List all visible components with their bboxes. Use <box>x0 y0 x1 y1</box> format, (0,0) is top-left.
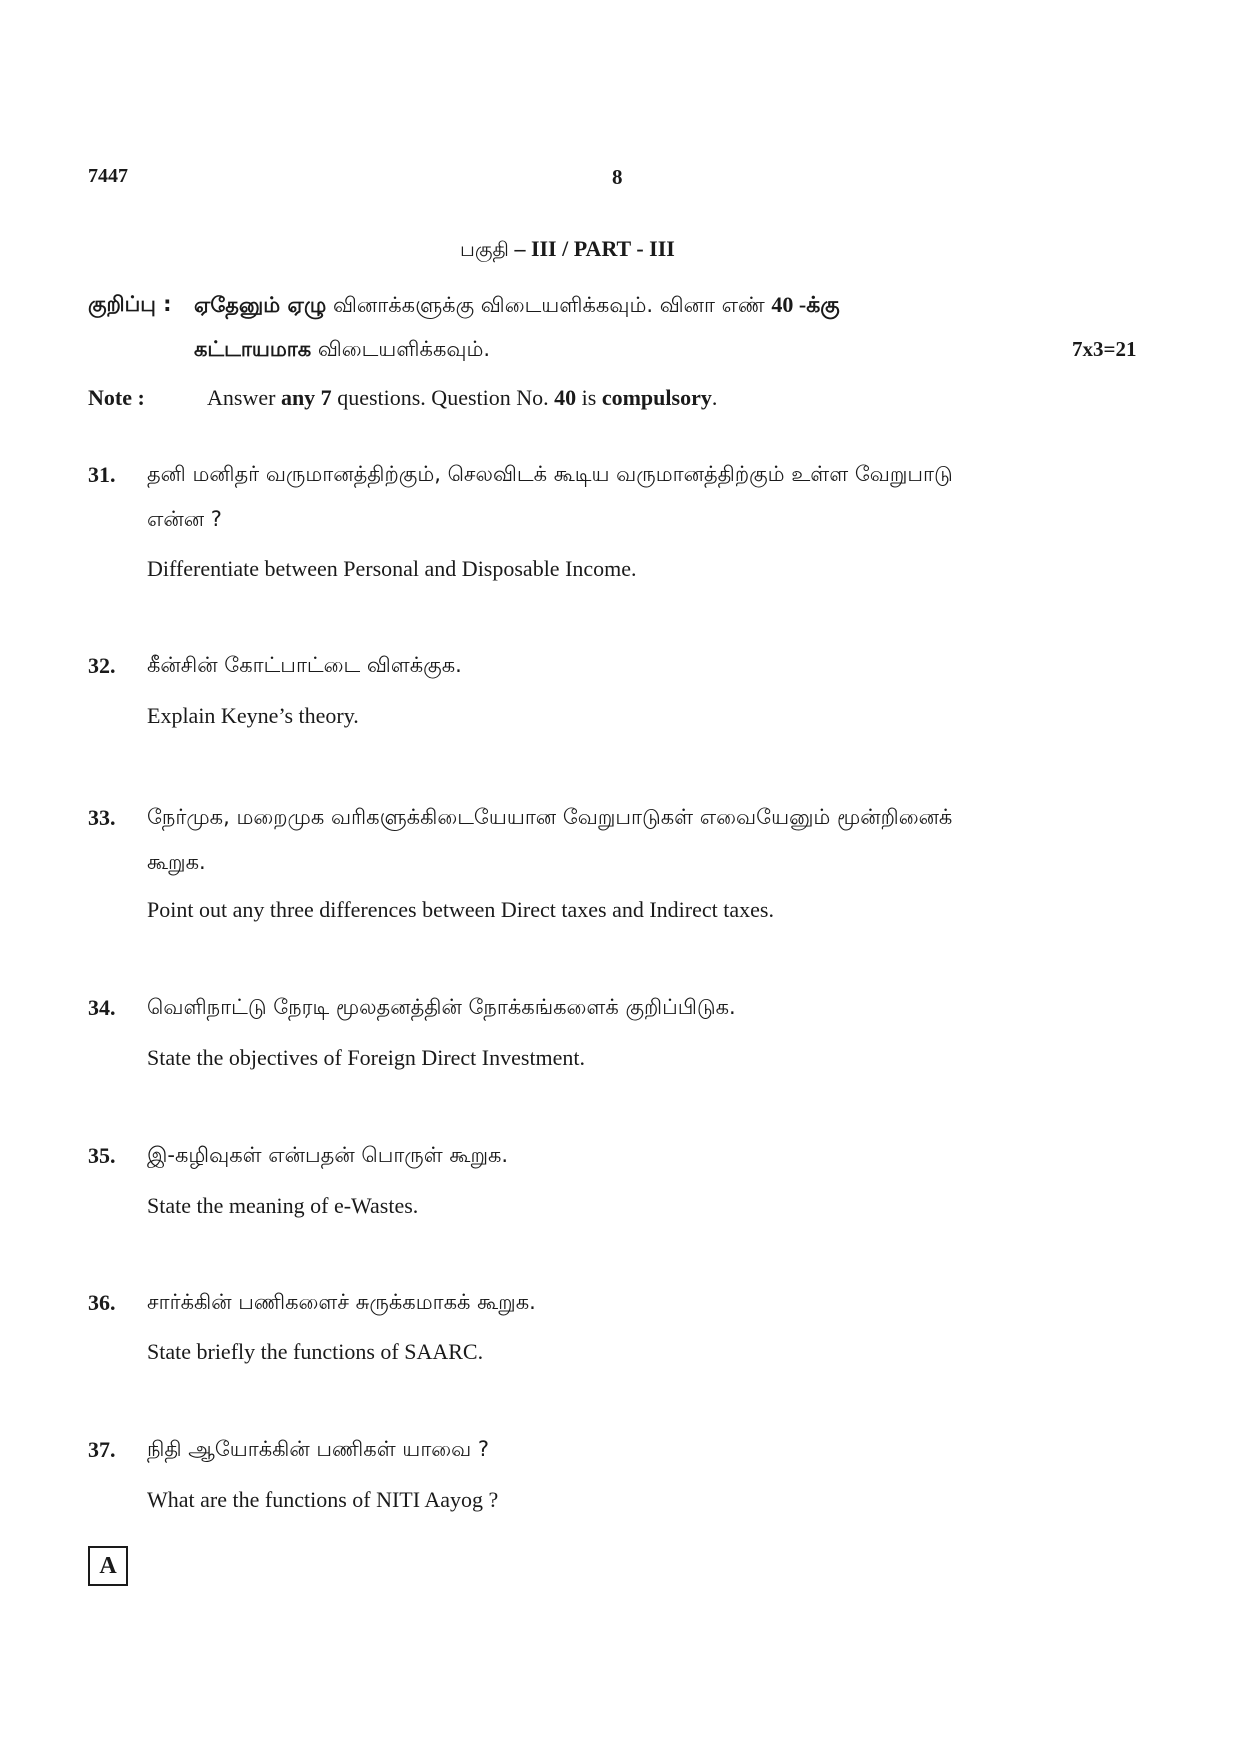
note-english-t2: questions. Question No. <box>331 385 555 410</box>
question-tamil-line2: கூறுக. <box>147 850 206 874</box>
question-tamil-line1: கீன்சின் கோட்பாட்டை விளக்குக. <box>147 653 462 677</box>
note-tamil-line1 <box>194 292 1094 321</box>
question-english: Explain Keyne’s theory. <box>147 703 359 728</box>
note-tamil-bold1: ஏதேனும் ஏழு <box>194 293 327 317</box>
question-number: 37. <box>88 1437 116 1462</box>
question-tamil-line1: சார்க்கின் பணிகளைச் சுருக்கமாகக் கூறுக. <box>147 1290 536 1314</box>
part-heading-sep: – <box>508 236 531 261</box>
question-tamil-line2: என்ன ? <box>147 507 222 531</box>
marks-allocation: 7x3=21 <box>1072 337 1137 361</box>
question-number: 32. <box>88 653 116 678</box>
note-tamil-text2: விடையளிக்கவும். <box>311 337 491 361</box>
question-tamil-line1: நிதி ஆயோக்கின் பணிகள் யாவை ? <box>147 1437 490 1461</box>
question-number: 34. <box>88 995 116 1020</box>
note-tamil-label: குறிப்பு : <box>88 292 172 316</box>
note-english-label: Note : <box>88 385 145 410</box>
note-tamil-text1: வினாக்களுக்கு விடையளிக்கவும். வினா எண் <box>326 293 772 317</box>
question-english: What are the functions of NITI Aayog ? <box>147 1487 499 1512</box>
note-tamil-bold2: 40 -க்கு <box>771 292 840 317</box>
question-english: Point out any three differences between Direct taxes and Indirect taxes. <box>147 897 774 922</box>
part-heading-english: PART - III <box>573 236 675 261</box>
note-english-t1: Answer <box>207 385 281 410</box>
note-english-t4: . <box>711 385 718 410</box>
question-number: 35. <box>88 1143 116 1168</box>
note-tamil-line2 <box>194 337 490 364</box>
question-tamil-line1: வெளிநாட்டு நேரடி மூலதனத்தின் நோக்கங்களைக் குறிப்பிடுக. <box>147 995 736 1019</box>
question-english: State briefly the functions of SAARC. <box>147 1339 484 1364</box>
question-english: State the objectives of Foreign Direct Investment. <box>147 1045 586 1070</box>
paper-code: 7447 <box>88 165 128 187</box>
part-heading-slash: / <box>556 236 574 261</box>
part-heading <box>460 236 675 264</box>
question-number: 31. <box>88 462 116 487</box>
page-number: 8 <box>612 165 623 189</box>
note-english-b3: compulsory <box>601 385 712 410</box>
question-english: State the meaning of e-Wastes. <box>147 1193 419 1218</box>
question-tamil-line1: நேர்முக, மறைமுக வரிகளுக்கிடையேயான வேறுபாடுகள் எவையேனும் மூன்றினைக் <box>147 805 953 829</box>
question-tamil-line1: இ-கழிவுகள் என்பதன் பொருள் கூறுக. <box>147 1143 509 1167</box>
note-english-b1: any 7 <box>280 385 332 410</box>
note-english-text <box>207 385 717 411</box>
version-letter-box: A <box>88 1546 128 1586</box>
part-heading-roman: III <box>530 236 557 261</box>
question-number: 36. <box>88 1290 116 1315</box>
note-english-t3: is <box>576 385 602 410</box>
note-tamil-bold3: கட்டாயமாக <box>194 337 312 361</box>
question-tamil-line1: தனி மனிதர் வருமானத்திற்கும், செலவிடக் கூடிய வருமானத்திற்கும் உள்ள வேறுபாடு <box>147 462 953 486</box>
question-number: 33. <box>88 805 116 830</box>
note-english-b2: 40 <box>554 385 577 410</box>
part-heading-tamil: பகுதி <box>460 237 509 261</box>
question-english: Differentiate between Personal and Disposable Income. <box>147 556 637 581</box>
